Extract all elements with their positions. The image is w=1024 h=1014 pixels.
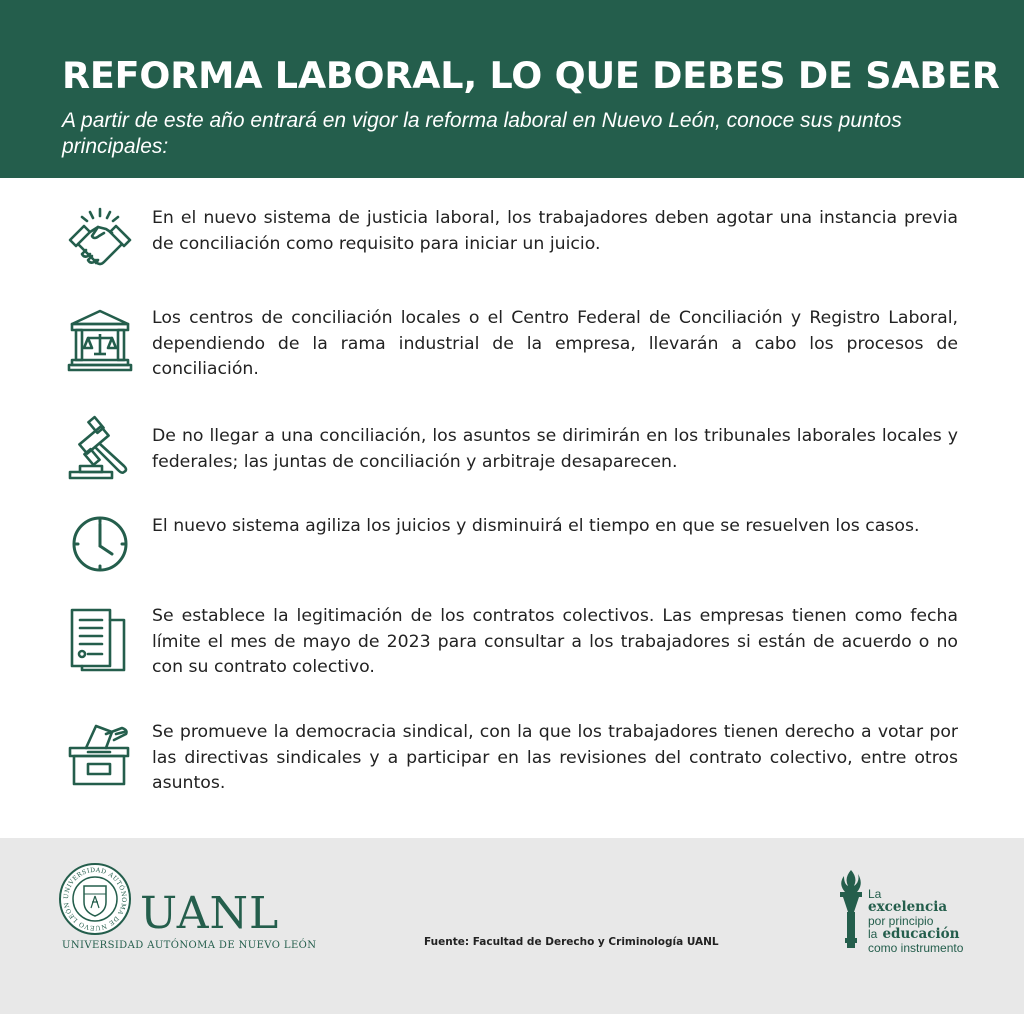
item-text: Se establece la legitimación de los contratos colectivos. Las empresas tienen como fecha límite el mes de mayo de 2023 para consultar a los trabajadores si están de acuerdo o no con su contrato colectivo. [152, 606, 958, 677]
footer [0, 838, 1024, 1014]
source-credit: Fuente: Facultad de Derecho y Criminología UANL [424, 936, 719, 948]
motto-line: como instrumento [868, 941, 964, 955]
uanl-logo-text: UANL [140, 888, 280, 939]
motto [868, 888, 963, 954]
motto-line: por principio [868, 914, 934, 928]
ballot-box-icon [66, 720, 134, 788]
motto-line: excelencia [868, 899, 948, 915]
document-icon [66, 606, 134, 674]
header-banner [0, 0, 1024, 178]
gavel-icon [66, 414, 134, 482]
page-subtitle: A partir de este año entrará en vigor la reforma laboral en Nuevo León, conoce sus puntos principales: [62, 109, 902, 158]
motto-line: la [868, 927, 878, 941]
motto-line: educación [882, 926, 960, 942]
item-text: En el nuevo sistema de justicia laboral, los trabajadores deben agotar una instancia previa de conciliación como requisito para iniciar un juicio. [152, 208, 958, 254]
handshake-icon [66, 206, 134, 274]
torch-icon [838, 868, 864, 950]
seal-text: UNIVERSIDAD AUTÓNOMA DE NUEVO LEÓN [62, 866, 128, 932]
university-name: UNIVERSIDAD AUTÓNOMA DE NUEVO LEÓN [62, 940, 317, 951]
motto-line: La [868, 887, 882, 901]
item-text: Los centros de conciliación locales o el Centro Federal de Conciliación y Registro Laboral, dependiendo de la rama industrial de la empresa, llevarán a cabo los procesos de conciliación. [152, 308, 958, 379]
clock-icon [66, 510, 134, 578]
uanl-seal-logo [58, 862, 132, 936]
page-title: REFORMA LABORAL, LO QUE DEBES DE SABER [62, 54, 1000, 97]
item-text: El nuevo sistema agiliza los juicios y disminuirá el tiempo en que se resuelven los casos. [152, 516, 920, 536]
item-text: De no llegar a una conciliación, los asuntos se dirimirán en los tribunales laborales locales y federales; las juntas de conciliación y arbitraje desaparecen. [152, 426, 958, 472]
item-text: Se promueve la democracia sindical, con la que los trabajadores tienen derecho a votar por las directivas sindicales y a participar en las revisiones del contrato colectivo, entre otros asuntos. [152, 722, 958, 793]
courthouse-icon [66, 306, 134, 374]
